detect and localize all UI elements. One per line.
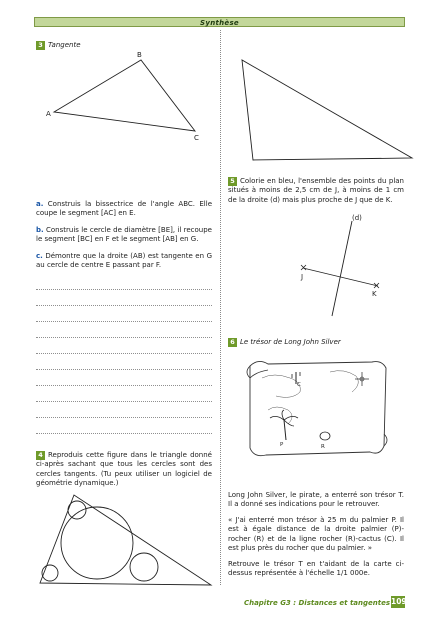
ex4-text: Reproduis cette figure dans le triangle donné ci-après sachant que tous les cercles sont des cercles tangents. (Tu peux utiliser un logiciel de géométrie dynamique.) — [36, 451, 212, 487]
point-k-label: K — [372, 290, 377, 298]
map-label-c: C — [297, 382, 301, 388]
ex6-para-1: Long John Silver, le pirate, a enterré son trésor T. Il a donné ses indications pour le retrouver. — [228, 491, 404, 509]
ex3-b-text: Construis le cercle de diamètre [BE], il recoupe le segment [BC] en F et le segment [AB] en G. — [36, 226, 212, 244]
point-c-label: C — [194, 134, 199, 142]
triangle-outline — [40, 495, 211, 585]
ex3-b-label: b. — [36, 226, 44, 234]
ex5-number: 5 — [228, 177, 237, 186]
point-j-label: J — [301, 273, 304, 281]
ex4-number: 4 — [36, 451, 45, 460]
ex3-number: 3 — [36, 41, 45, 50]
map-label-r: R — [321, 444, 325, 450]
ex3-c-text: Démontre que la droite (AB) est tangente en G au cercle de centre E passant par F. — [36, 252, 212, 270]
map-label-p: P — [280, 442, 284, 448]
point-a-label: A — [46, 110, 51, 118]
ex3-title: Tangente — [48, 41, 81, 49]
ex6-para-2: « J'ai enterré mon trésor à 25 m du palmier P. Il est à égale distance de la droite palmier (P)-rocher (R) et de la ligne rocher (R)-cactus (C). Il est plus près du rocher que du palmier. » — [228, 516, 404, 552]
ex3-a-text: Construis la bissectrice de l'angle ABC. Elle coupe le segment [AC] en E. — [36, 200, 212, 218]
line-d-label: (d) — [352, 214, 362, 222]
section-title: Synthèse — [200, 18, 239, 27]
ex6-title: Le trésor de Long John Silver — [240, 338, 341, 346]
ex3-a-label: a. — [36, 200, 44, 208]
page-number: 109 — [391, 597, 407, 606]
point-b-label: B — [137, 51, 142, 59]
ex5-text: Colorie en bleu, l'ensemble des points du plan situés à moins de 2,5 cm de J, à moins de 1 cm de la droite (d) mais plus proche de J que de K. — [228, 177, 404, 204]
left-circle — [42, 565, 58, 581]
right-circle — [130, 553, 158, 581]
ex3-c-label: c. — [36, 252, 43, 260]
ex6-para-3: Retrouve le trésor T en t'aidant de la carte ci-dessus représentée à l'échelle 1/1 000e. — [228, 560, 404, 578]
chapter-footer: Chapitre G3 : Distances et tangentes — [243, 599, 390, 607]
ex6-number: 6 — [228, 338, 237, 347]
